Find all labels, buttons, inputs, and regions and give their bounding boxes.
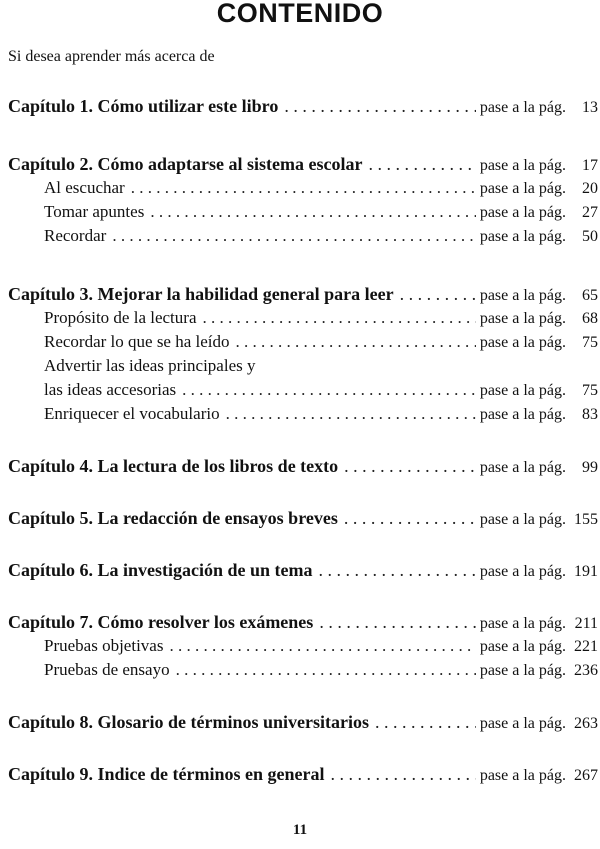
- entry-page-number: 221: [574, 638, 598, 655]
- entry-label: Tomar apuntes: [44, 202, 145, 221]
- dot-leader: [284, 94, 475, 118]
- toc-subentry: [8, 200, 598, 224]
- table-of-contents: [8, 94, 598, 786]
- page-ref-prefix: pase a la pág.: [479, 204, 566, 221]
- entry-page-number: 17: [582, 157, 598, 174]
- entry-label: Capítulo 8. Glosario de términos universitarios: [8, 712, 369, 732]
- page-title: CONTENIDO: [216, 0, 384, 28]
- dot-leader: [131, 176, 476, 200]
- entry-label: Pruebas objetivas: [44, 636, 164, 655]
- entry-label: Capítulo 9. Indice de términos en general: [8, 764, 325, 784]
- dot-leader: [400, 282, 476, 306]
- page-ref-prefix: pase a la pág.: [479, 767, 566, 784]
- entry-page-number: 83: [582, 406, 598, 423]
- toc-subentry: [8, 354, 598, 378]
- entry-page-number: 50: [582, 228, 598, 245]
- dot-leader: [236, 330, 476, 354]
- entry-label: Capítulo 6. La investigación de un tema: [8, 560, 313, 580]
- toc-chapter-entry: [8, 152, 598, 176]
- page-ref-prefix: pase a la pág.: [479, 615, 566, 632]
- dot-leader: [226, 402, 476, 426]
- toc-chapter-entry: [8, 94, 598, 118]
- page-ref-prefix: pase a la pág.: [479, 382, 566, 399]
- section-gap: [8, 248, 598, 282]
- entry-label: Capítulo 1. Cómo utilizar este libro: [8, 96, 279, 116]
- page-ref-prefix: pase a la pág.: [479, 563, 566, 580]
- entry-page-number: 27: [582, 204, 598, 221]
- dot-leader: [169, 634, 475, 658]
- dot-leader: [112, 224, 476, 248]
- page-ref-prefix: pase a la pág.: [479, 511, 566, 528]
- entry-page-number: 236: [574, 662, 598, 679]
- toc-subentry: [8, 378, 598, 402]
- entry-page-number: 191: [574, 563, 598, 580]
- page-ref-prefix: pase a la pág.: [479, 334, 566, 351]
- toc-subentry: [8, 176, 598, 200]
- page-ref-prefix: pase a la pág.: [479, 99, 566, 116]
- dot-leader: [331, 762, 476, 786]
- page-ref-prefix: pase a la pág.: [479, 287, 566, 304]
- section-gap: [8, 734, 598, 762]
- entry-label: Propósito de la lectura: [44, 308, 197, 327]
- section-gap: [8, 426, 598, 454]
- toc-chapter-entry: [8, 558, 598, 582]
- dot-leader: [375, 710, 476, 734]
- page-ref-prefix: pase a la pág.: [479, 180, 566, 197]
- toc-chapter-entry: [8, 610, 598, 634]
- entry-page-number: 263: [574, 715, 598, 732]
- page-ref-prefix: pase a la pág.: [479, 662, 566, 679]
- dot-leader: [344, 506, 476, 530]
- entry-page-number: 155: [574, 511, 598, 528]
- intro-text: Si desea aprender más acerca de: [8, 48, 215, 65]
- toc-subentry: [8, 306, 598, 330]
- page-ref-prefix: pase a la pág.: [479, 228, 566, 245]
- entry-page-number: 211: [574, 615, 598, 632]
- entry-label: Pruebas de ensayo: [44, 660, 170, 679]
- entry-label: Enriquecer el vocabulario: [44, 404, 220, 423]
- dot-leader: [182, 378, 476, 402]
- toc-subentry: [8, 658, 598, 682]
- entry-page-number: 20: [582, 180, 598, 197]
- toc-chapter-entry: [8, 506, 598, 530]
- section-gap: [8, 118, 598, 152]
- toc-chapter-entry: [8, 454, 598, 478]
- page-ref-prefix: pase a la pág.: [479, 157, 566, 174]
- dot-leader: [176, 658, 476, 682]
- page-ref-prefix: pase a la pág.: [479, 715, 566, 732]
- page-ref-prefix: pase a la pág.: [479, 638, 566, 655]
- section-gap: [8, 530, 598, 558]
- page-number: 11: [292, 822, 308, 838]
- entry-label: Advertir las ideas principales y: [44, 356, 256, 375]
- entry-page-number: 267: [574, 767, 598, 784]
- toc-subentry: [8, 330, 598, 354]
- toc-subentry: [8, 402, 598, 426]
- toc-chapter-entry: [8, 710, 598, 734]
- dot-leader: [319, 610, 476, 634]
- dot-leader: [203, 306, 476, 330]
- section-gap: [8, 478, 598, 506]
- entry-page-number: 65: [582, 287, 598, 304]
- page-ref-prefix: pase a la pág.: [479, 310, 566, 327]
- dot-leader: [344, 454, 476, 478]
- entry-page-number: 75: [582, 382, 598, 399]
- toc-chapter-entry: [8, 762, 598, 786]
- entry-label: Capítulo 4. La lectura de los libros de texto: [8, 456, 339, 476]
- entry-label: Capítulo 3. Mejorar la habilidad general para leer: [8, 284, 394, 304]
- entry-label: Capítulo 7. Cómo resolver los exámenes: [8, 612, 314, 632]
- entry-label: Recordar lo que se ha leído: [44, 332, 230, 351]
- dot-leader: [319, 558, 476, 582]
- page-ref-prefix: pase a la pág.: [479, 406, 566, 423]
- toc-chapter-entry: [8, 282, 598, 306]
- entry-label: Capítulo 2. Cómo adaptarse al sistema escolar: [8, 154, 363, 174]
- entry-page-number: 68: [582, 310, 598, 327]
- entry-label: Capítulo 5. La redacción de ensayos breves: [8, 508, 338, 528]
- section-gap: [8, 582, 598, 610]
- entry-label: Recordar: [44, 226, 107, 245]
- dot-leader: [368, 152, 475, 176]
- entry-page-number: 99: [582, 459, 598, 476]
- dot-leader: [150, 200, 476, 224]
- entry-page-number: 75: [582, 334, 598, 351]
- entry-label: Al escuchar: [44, 178, 125, 197]
- page-ref-prefix: pase a la pág.: [479, 459, 566, 476]
- toc-subentry: [8, 634, 598, 658]
- toc-subentry: [8, 224, 598, 248]
- entry-label: las ideas accesorias: [44, 380, 177, 399]
- entry-page-number: 13: [582, 99, 598, 116]
- section-gap: [8, 682, 598, 710]
